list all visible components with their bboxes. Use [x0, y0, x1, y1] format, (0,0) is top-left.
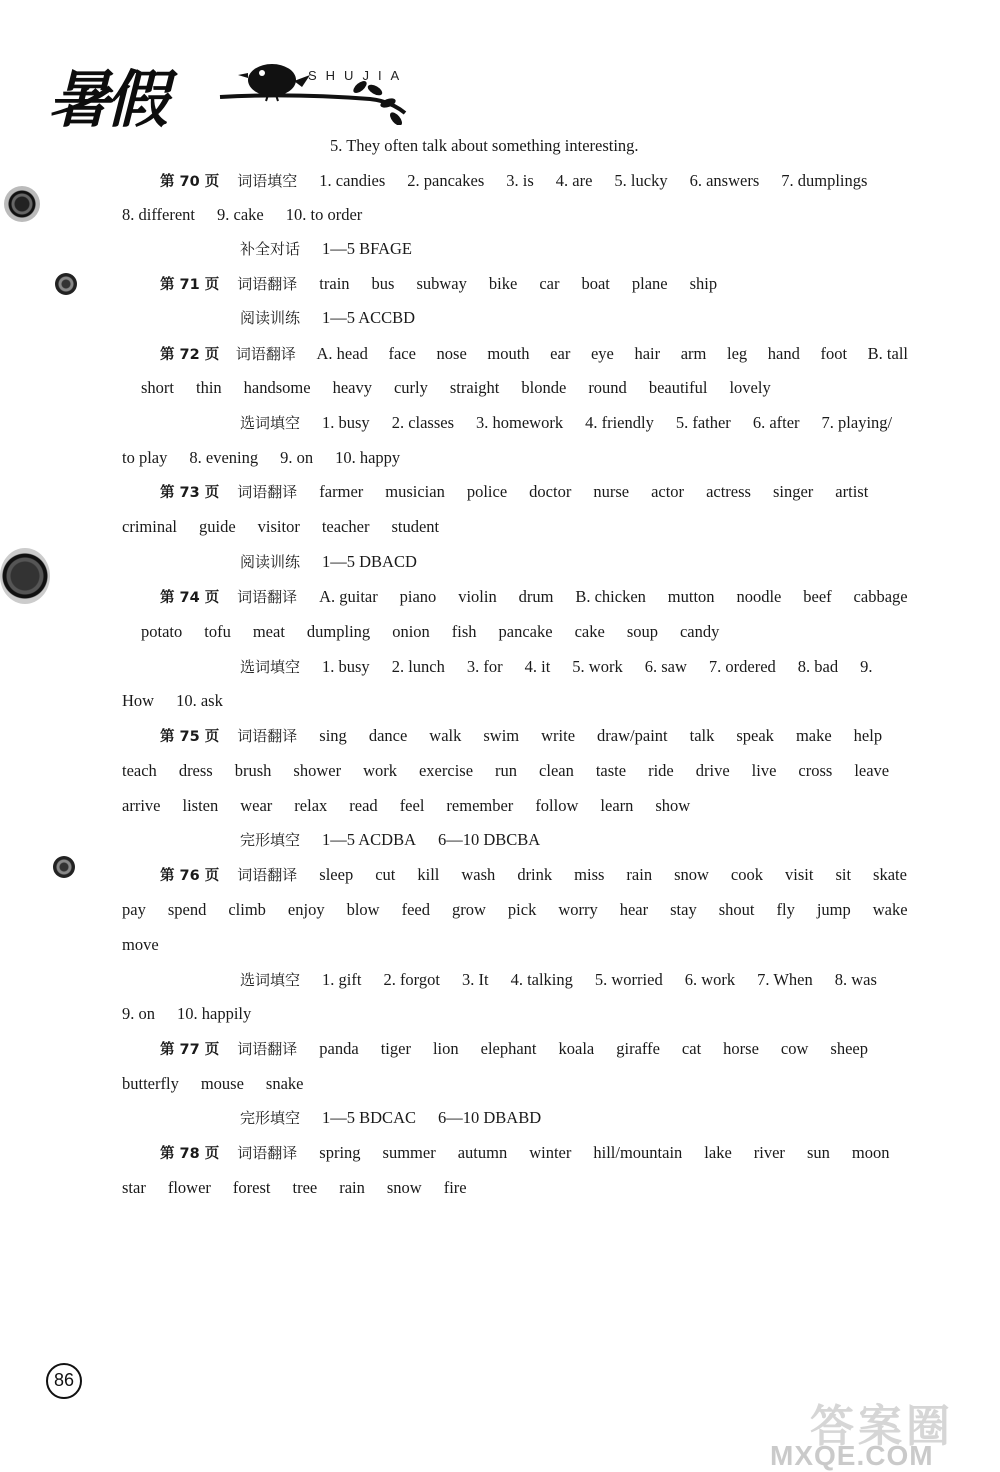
answer-item: 1—5 BFAGE [322, 239, 413, 258]
answer-item: 8. bad [797, 657, 839, 676]
answer-item: summer [382, 1143, 436, 1162]
answer-line [160, 274, 739, 295]
answer-line [240, 413, 914, 433]
answer-item: arm [680, 344, 707, 363]
answer-line [160, 1039, 890, 1060]
answer-line [122, 1074, 326, 1094]
answer-item: bus [371, 274, 395, 293]
answer-item: 8. different [122, 205, 196, 224]
answer-item: lovely [729, 378, 771, 397]
answer-item: 1—5 DBACD [322, 552, 417, 571]
answer-item: ear [550, 344, 571, 363]
answer-item: 4. talking [510, 970, 573, 989]
answer-item: 1—5 BDCAC [322, 1108, 416, 1127]
answer-item: soup [626, 622, 658, 641]
answer-item: 6. saw [644, 657, 687, 676]
answer-item: 4. are [555, 171, 593, 190]
answer-item: 7. ordered [708, 657, 776, 676]
section-label: 补全对话 [240, 240, 301, 258]
answer-item: wash [461, 865, 496, 884]
answer-item: learn [600, 796, 634, 815]
page-ref: 第 77 页 [160, 1042, 220, 1058]
answer-item: follow [535, 796, 579, 815]
answer-item: taste [595, 761, 627, 780]
section-label: 词语翻译 [237, 1040, 298, 1058]
page-ref: 第 73 页 [160, 485, 220, 501]
answer-item: leave [854, 761, 890, 780]
answer-item: beautiful [648, 378, 708, 397]
answer-item: mouth [487, 344, 530, 363]
answer-item: boat [581, 274, 610, 293]
answer-item: wear [240, 796, 273, 815]
answer-item: cow [780, 1039, 809, 1058]
section-label: 完形填空 [240, 831, 301, 849]
answer-item: drink [517, 865, 553, 884]
answer-item: mutton [667, 587, 715, 606]
answer-item: live [751, 761, 777, 780]
section-label: 选词填空 [240, 658, 301, 676]
answer-item: curly [393, 378, 428, 397]
answer-item: teach [122, 761, 157, 780]
answer-item: eye [590, 344, 614, 363]
answer-item: flower [167, 1178, 211, 1197]
answer-item: heavy [332, 378, 372, 397]
watermark-cn: 答案圈 [810, 1402, 954, 1451]
answer-item: 2. classes [391, 413, 455, 432]
answer-line [240, 552, 439, 572]
answer-item: teacher [321, 517, 370, 536]
watermark-en: MXQE.COM [770, 1440, 934, 1471]
page-ref: 第 74 页 [160, 590, 220, 606]
answer-item: A. head [316, 344, 368, 363]
answer-item: 10. to order [285, 205, 363, 224]
answer-line [240, 308, 437, 328]
answer-item: clean [539, 761, 574, 780]
answer-item: hair [634, 344, 661, 363]
answer-item: 9. [860, 657, 873, 676]
answer-item: 4. it [524, 657, 551, 676]
answer-item: drive [695, 761, 730, 780]
answer-item: singer [772, 482, 814, 501]
answer-item: elephant [480, 1039, 537, 1058]
answer-item: listen [182, 796, 219, 815]
answer-item: pick [507, 900, 537, 919]
answer-item: visit [785, 865, 814, 884]
answer-item: winter [529, 1143, 572, 1162]
answer-item: relax [294, 796, 328, 815]
answer-item: actress [706, 482, 751, 501]
answer-item: work [363, 761, 397, 780]
section-label: 词语翻译 [237, 1144, 298, 1162]
punch-hole-icon [4, 186, 40, 222]
answer-item: 6—10 DBCBA [438, 830, 541, 849]
section-label: 完形填空 [240, 1109, 301, 1127]
answer-item: noodle [736, 587, 782, 606]
answer-item: snow [674, 865, 709, 884]
answer-item: drum [518, 587, 554, 606]
answer-item: kill [417, 865, 440, 884]
logo-title: 暑假 [48, 63, 165, 136]
answer-item: 5. father [675, 413, 731, 432]
answer-item: 9. on [122, 1004, 155, 1023]
answer-item: potato [141, 622, 183, 641]
answer-line [141, 622, 741, 642]
answer-item: nurse [593, 482, 630, 501]
answer-line [160, 726, 904, 747]
answer-item: hill/mountain [593, 1143, 683, 1162]
answer-item: 9. on [280, 448, 314, 467]
section-label: 词语翻译 [237, 866, 298, 884]
answer-line [160, 587, 929, 608]
answer-item: A. guitar [319, 587, 378, 606]
answer-item: pancake [498, 622, 553, 641]
answer-item: violin [458, 587, 497, 606]
answer-line [240, 657, 894, 677]
answer-item: make [795, 726, 832, 745]
answer-item: wake [872, 900, 908, 919]
answer-item: 7. dumplings [781, 171, 868, 190]
answer-item: police [466, 482, 508, 501]
answer-item: cake [574, 622, 605, 641]
answer-line [122, 796, 712, 816]
section-label: 词语翻译 [237, 588, 298, 606]
answer-item: 6—10 DBABD [438, 1108, 542, 1127]
answer-item: 1. busy [322, 657, 370, 676]
answer-item: plane [631, 274, 668, 293]
answer-line [141, 378, 793, 398]
answer-item: student [391, 517, 440, 536]
answer-item: write [541, 726, 576, 745]
answer-item: 7. playing/ [821, 413, 893, 432]
answer-item: thin [196, 378, 222, 397]
answer-item: remember [446, 796, 514, 815]
answer-line [160, 1143, 911, 1164]
answer-item: onion [392, 622, 430, 641]
answer-item: round [588, 378, 627, 397]
answer-item: jump [816, 900, 851, 919]
answer-item: doctor [529, 482, 572, 501]
answer-item: show [655, 796, 691, 815]
answer-line [122, 448, 422, 468]
answer-item: forest [232, 1178, 271, 1197]
answer-item: tiger [380, 1039, 411, 1058]
answer-item: leg [726, 344, 748, 363]
answer-item: foot [820, 344, 848, 363]
answer-item: 1—5 ACDBA [322, 830, 416, 849]
answer-item: arrive [122, 796, 161, 815]
answer-item: short [141, 378, 174, 397]
answer-item: 5. worried [594, 970, 663, 989]
answer-item: face [388, 344, 416, 363]
answer-item: 4. friendly [585, 413, 654, 432]
answer-item: cut [375, 865, 396, 884]
answer-item: piano [399, 587, 437, 606]
answer-item: ride [648, 761, 674, 780]
answer-item: 3. It [461, 970, 489, 989]
header-logo [40, 30, 409, 136]
answer-item: mouse [200, 1074, 244, 1093]
answer-item: speak [736, 726, 774, 745]
answer-item: koala [558, 1039, 595, 1058]
section-label: 词语翻译 [237, 275, 298, 293]
answer-item: stay [670, 900, 697, 919]
answer-line [122, 517, 461, 537]
answer-item: 8. was [834, 970, 877, 989]
answer-item: brush [234, 761, 272, 780]
answer-item: 1. busy [322, 413, 370, 432]
answer-item: spend [167, 900, 207, 919]
section-label: 词语翻译 [237, 483, 298, 501]
answer-item: 8. evening [189, 448, 259, 467]
answer-item: 5. work [572, 657, 623, 676]
answer-item: How [122, 691, 155, 710]
answer-item: climb [228, 900, 266, 919]
punch-hole-icon [53, 856, 75, 878]
answer-item: 7. When [757, 970, 813, 989]
answer-item: butterfly [122, 1074, 179, 1093]
answer-line [122, 761, 911, 781]
answer-item: run [495, 761, 518, 780]
answer-line [240, 239, 434, 259]
answer-item: rain [339, 1178, 365, 1197]
answer-item: 3. for [466, 657, 503, 676]
answer-line [160, 171, 889, 192]
page-ref: 第 71 页 [160, 277, 220, 293]
answer-item: 9. cake [217, 205, 264, 224]
answer-line [122, 900, 930, 920]
answer-item: 5. lucky [614, 171, 668, 190]
answer-item: actor [651, 482, 685, 501]
answer-item: farmer [319, 482, 364, 501]
answer-item: car [539, 274, 560, 293]
answer-item: 1. candies [319, 171, 386, 190]
answer-item: enjoy [287, 900, 325, 919]
answer-item: lion [432, 1039, 459, 1058]
answer-item: cat [681, 1039, 702, 1058]
answer-item: 10. ask [176, 691, 223, 710]
answer-item: fish [451, 622, 477, 641]
answer-line [240, 830, 562, 850]
answer-item: cook [730, 865, 763, 884]
answer-item: dumpling [306, 622, 371, 641]
answer-item: swim [483, 726, 520, 745]
answer-item: bike [488, 274, 518, 293]
answer-item: 1—5 ACCBD [322, 308, 416, 327]
section-label: 选词填空 [240, 414, 301, 432]
answer-item: lake [704, 1143, 732, 1162]
answer-item: cabbage [853, 587, 908, 606]
answer-item: beef [803, 587, 832, 606]
section-label: 词语填空 [237, 172, 298, 190]
answer-line [160, 865, 929, 886]
answer-item: fly [776, 900, 795, 919]
answer-item: 6. after [752, 413, 800, 432]
answer-item: giraffe [616, 1039, 660, 1058]
answer-item: fire [443, 1178, 467, 1197]
answer-item: 6. answers [689, 171, 760, 190]
page-ref: 第 70 页 [160, 174, 220, 190]
answer-item: miss [574, 865, 605, 884]
answer-item: B. chicken [575, 587, 646, 606]
answer-item: river [753, 1143, 785, 1162]
answer-item: star [122, 1178, 146, 1197]
answer-line [122, 1178, 489, 1198]
answer-line [160, 344, 929, 365]
answer-item: talk [689, 726, 715, 745]
answer-item: skate [873, 865, 907, 884]
answer-item: shower [293, 761, 342, 780]
answer-item: sit [835, 865, 852, 884]
answer-item: visitor [257, 517, 300, 536]
answer-item: feel [399, 796, 425, 815]
answer-item: dance [368, 726, 408, 745]
answer-item: B. tall [867, 344, 908, 363]
answer-item: tofu [204, 622, 231, 641]
answer-line [122, 935, 181, 955]
answer-item: moon [851, 1143, 890, 1162]
answer-item: tree [292, 1178, 318, 1197]
section-label: 选词填空 [240, 971, 301, 989]
answer-item: sun [806, 1143, 830, 1162]
answer-item: 1. gift [322, 970, 362, 989]
answer-item: spring [319, 1143, 361, 1162]
answer-item: nose [436, 344, 467, 363]
answer-line [240, 1108, 563, 1128]
page-ref: 第 72 页 [160, 347, 220, 363]
answer-item: straight [449, 378, 500, 397]
answer-item: musician [385, 482, 445, 501]
answer-item: read [349, 796, 378, 815]
answer-item: subway [416, 274, 467, 293]
answer-item: 10. happily [177, 1004, 252, 1023]
answer-item: candy [679, 622, 720, 641]
answer-item: dress [178, 761, 213, 780]
answer-item: walk [429, 726, 462, 745]
section-label: 阅读训练 [240, 553, 301, 571]
answer-item: exercise [418, 761, 474, 780]
answer-line [122, 691, 245, 711]
answer-item: handsome [243, 378, 311, 397]
answer-item: move [122, 935, 159, 954]
page-number: 86 [46, 1363, 82, 1399]
answer-item: panda [319, 1039, 359, 1058]
answer-item: blow [346, 900, 380, 919]
answer-line [240, 970, 899, 990]
answer-item: guide [198, 517, 236, 536]
section-label: 词语翻译 [237, 727, 298, 745]
answer-item: feed [401, 900, 430, 919]
answer-item: meat [252, 622, 285, 641]
punch-hole-icon [55, 273, 77, 295]
answer-item: hand [767, 344, 800, 363]
answer-item: 3. homework [476, 413, 564, 432]
watermark [770, 1390, 995, 1470]
answer-item: train [319, 274, 350, 293]
answer-item: 2. pancakes [407, 171, 485, 190]
page-ref: 第 78 页 [160, 1146, 220, 1162]
answer-item: criminal [122, 517, 177, 536]
answer-item: 2. forgot [383, 970, 440, 989]
answer-item: draw/paint [597, 726, 668, 745]
answer-item: sing [319, 726, 347, 745]
answer-item: worry [558, 900, 598, 919]
bird-on-branch-icon [210, 45, 410, 125]
answer-item: snow [386, 1178, 422, 1197]
answer-item: sheep [830, 1039, 868, 1058]
answer-item: 10. happy [335, 448, 401, 467]
answer-line [122, 205, 384, 225]
answer-item: shout [718, 900, 755, 919]
answer-line [330, 136, 661, 156]
answer-item: autumn [457, 1143, 508, 1162]
answer-line [160, 482, 890, 503]
logo-pinyin: SHUJIA [308, 68, 409, 83]
answer-item: sleep [319, 865, 354, 884]
section-label: 阅读训练 [240, 309, 301, 327]
answer-item: 6. work [684, 970, 736, 989]
answer-item: blonde [521, 378, 567, 397]
page-ref: 第 75 页 [160, 729, 220, 745]
answer-item: pay [122, 900, 146, 919]
answer-item: horse [723, 1039, 759, 1058]
page-ref: 第 76 页 [160, 868, 220, 884]
answer-item: to play [122, 448, 168, 467]
punch-hole-icon [0, 548, 50, 604]
answer-item: grow [451, 900, 486, 919]
answer-item: rain [626, 865, 653, 884]
answer-item: 5. They often talk about something interesting. [330, 136, 639, 155]
answer-item: ship [689, 274, 718, 293]
answer-item: help [853, 726, 883, 745]
answer-item: 2. lunch [391, 657, 445, 676]
answer-item: artist [835, 482, 869, 501]
answer-item: snake [265, 1074, 304, 1093]
answer-item: 3. is [506, 171, 534, 190]
answer-item: cross [798, 761, 833, 780]
answer-item: hear [619, 900, 649, 919]
section-label: 词语翻译 [235, 345, 296, 363]
answer-line [122, 1004, 273, 1024]
